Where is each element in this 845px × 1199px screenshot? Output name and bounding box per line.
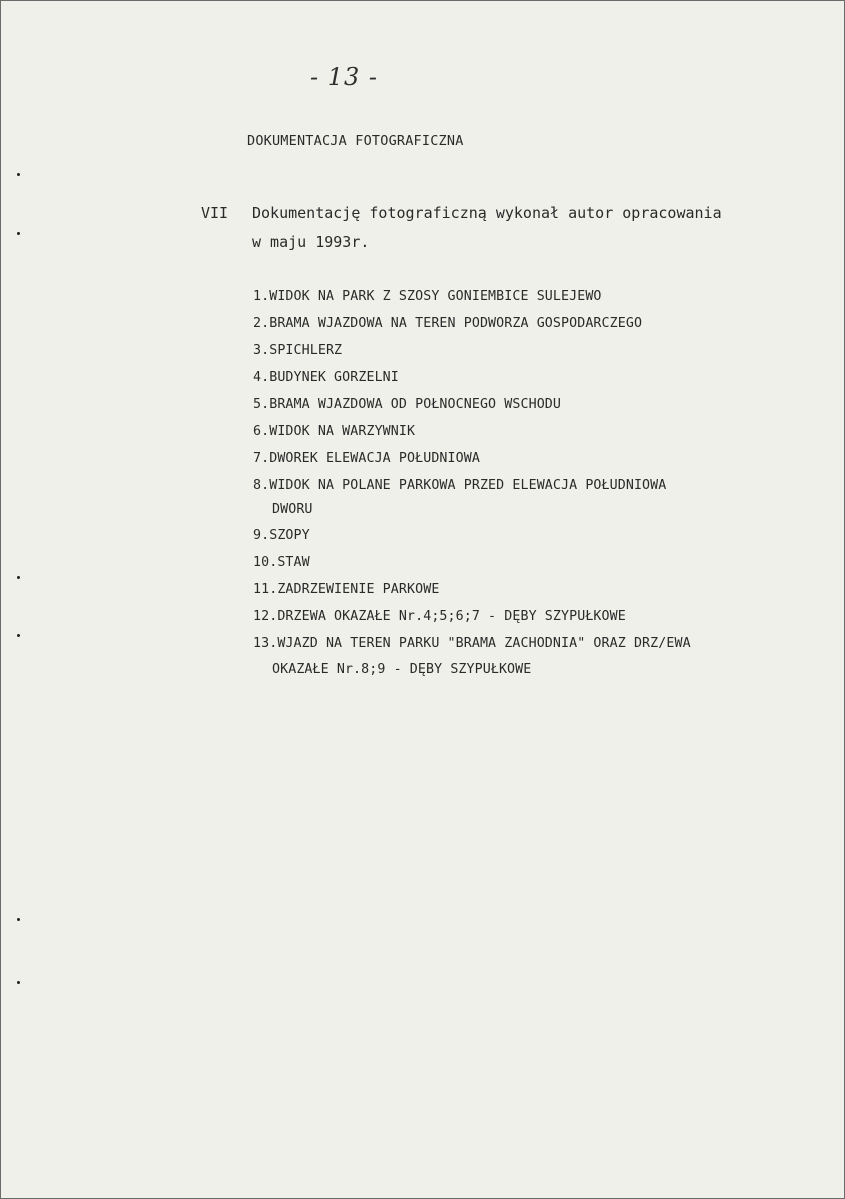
list-item-10: 10.STAW [253, 555, 310, 570]
list-item-4: 4.BUDYNEK GORZELNI [253, 370, 399, 385]
list-item-7: 7.DWOREK ELEWACJA POŁUDNIOWA [253, 451, 480, 466]
scan-dot [17, 576, 20, 579]
scan-dot [17, 232, 20, 235]
list-item-6: 6.WIDOK NA WARZYWNIK [253, 424, 416, 439]
section-text-line-2: w maju 1993r. [252, 233, 370, 251]
scan-dot [17, 634, 20, 637]
list-item-12: 12.DRZEWA OKAZAŁE Nr.4;5;6;7 - DĘBY SZYPUŁKOWE [253, 609, 626, 624]
list-item-1: 1.WIDOK NA PARK Z SZOSY GONIEMBICE SULEJEWO [253, 289, 602, 304]
list-item-13-continuation: OKAZAŁE Nr.8;9 - DĘBY SZYPUŁKOWE [272, 662, 532, 677]
list-item-11: 11.ZADRZEWIENIE PARKOWE [253, 582, 440, 597]
list-item-13: 13.WJAZD NA TEREN PARKU "BRAMA ZACHODNIA" ORAZ DRZ/EWA [253, 636, 691, 651]
scan-dot [17, 173, 20, 176]
list-item-8-continuation: DWORU [272, 502, 313, 517]
list-item-9: 9.SZOPY [253, 528, 310, 543]
scan-dot [17, 981, 20, 984]
list-item-3: 3.SPICHLERZ [253, 343, 343, 358]
section-number: VII [201, 204, 229, 222]
section-text-line-1: Dokumentację fotograficzną wykonał autor opracowania [252, 204, 722, 222]
list-item-2: 2.BRAMA WJAZDOWA NA TEREN PODWORZA GOSPODARCZEGO [253, 316, 643, 331]
document-heading: DOKUMENTACJA FOTOGRAFICZNA [247, 133, 464, 149]
list-item-8: 8.WIDOK NA POLANE PARKOWA PRZED ELEWACJA POŁUDNIOWA [253, 478, 667, 493]
list-item-5: 5.BRAMA WJAZDOWA OD POŁNOCNEGO WSCHODU [253, 397, 562, 412]
scan-dot [17, 918, 20, 921]
page-number: - 13 - [310, 63, 379, 91]
